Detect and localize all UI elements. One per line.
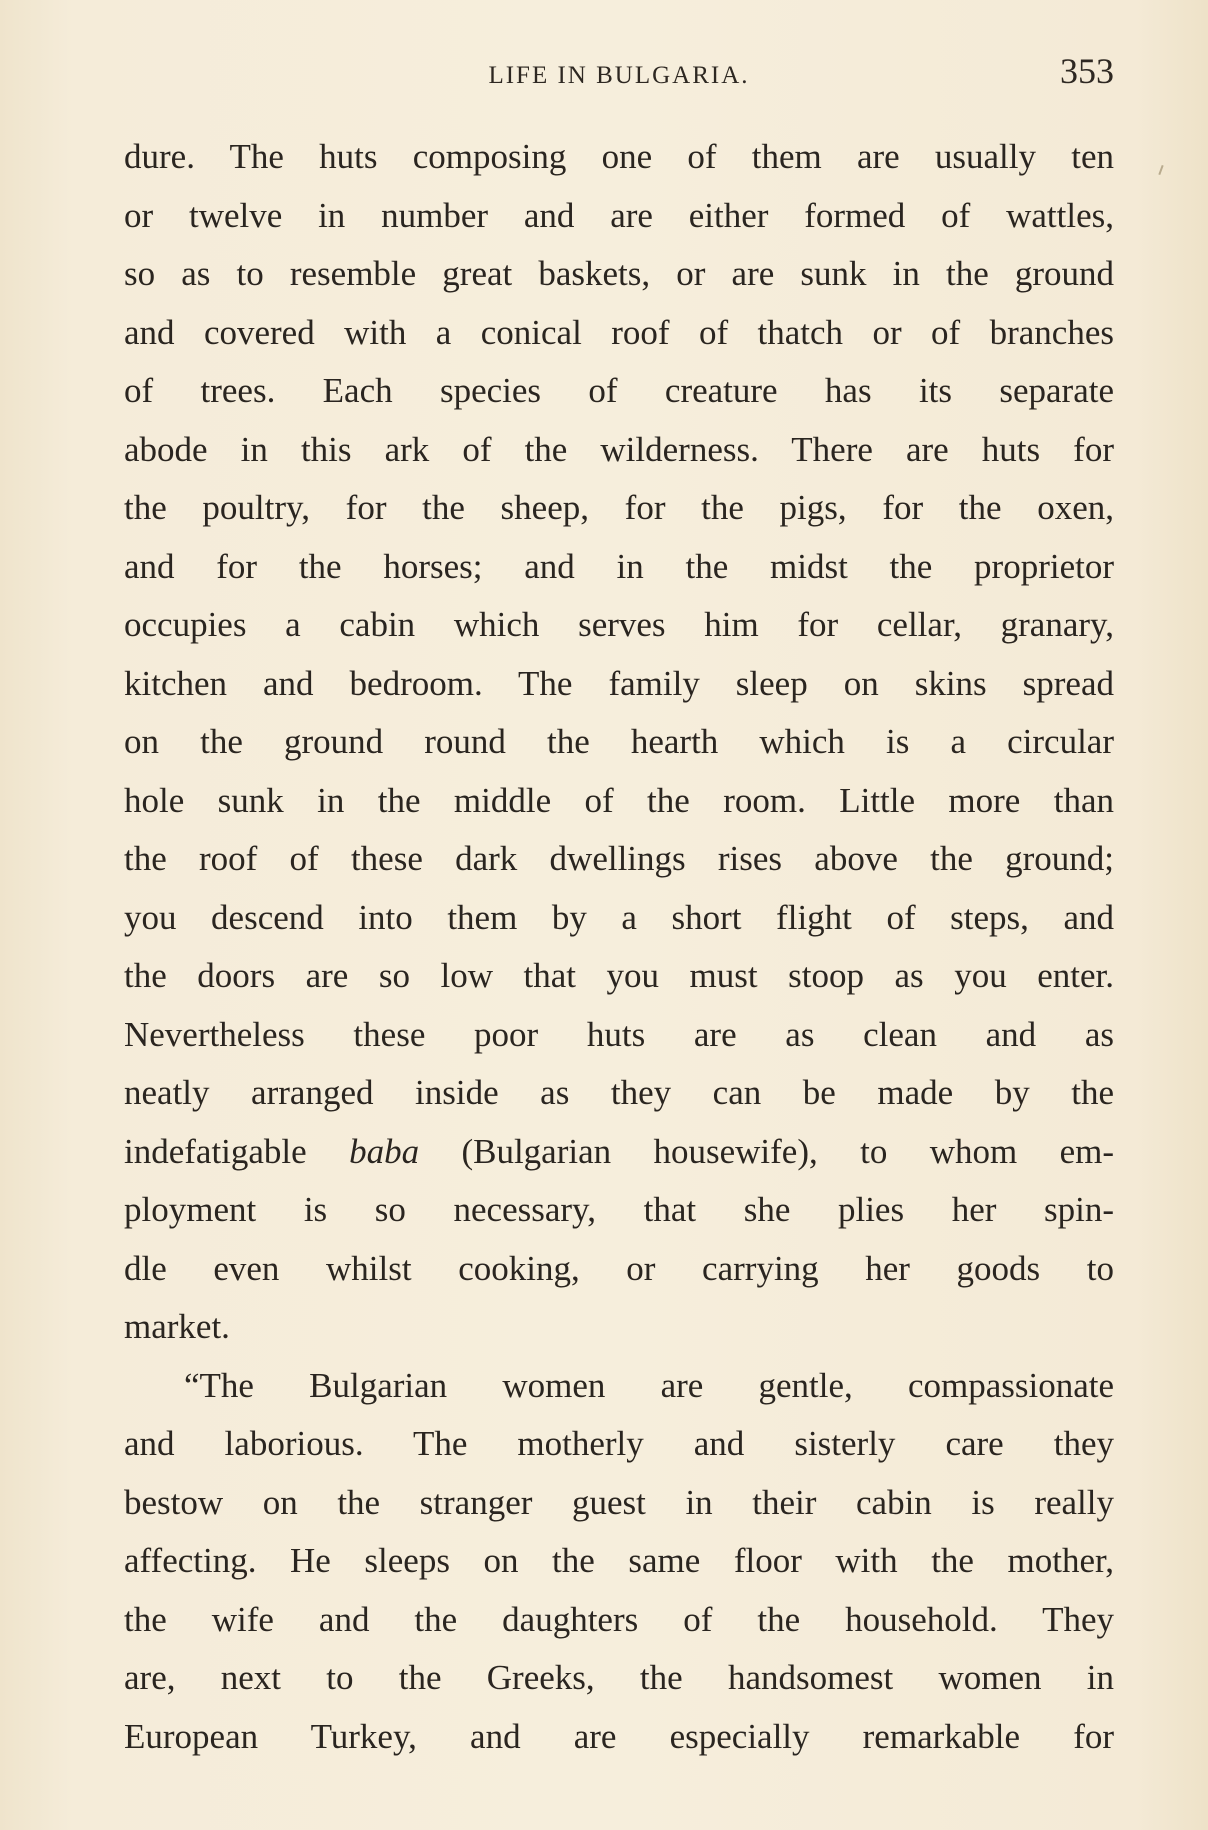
paragraph-last-line: market. [124,1307,230,1346]
text-segment: indefatigable [124,1131,350,1171]
text-line: are, next to the Greeks, the handsomest women in [124,1658,1114,1697]
text-line: occupies a cabin which serves him for cellar, granary, [124,605,1114,644]
text-line: Nevertheless these poor huts are as clean and as [124,1014,1114,1054]
text-line: and for the horses; and in the midst the proprietor [124,546,1114,586]
text-line: neatly arranged inside as they can be made by the [124,1073,1114,1112]
paragraph-first-line: “The Bulgarian women are gentle, compassionate [184,1365,1114,1405]
text-line: abode in this ark of the wilderness. There are huts for [124,429,1114,469]
text-line: European Turkey, and are especially remarkable for [124,1716,1114,1756]
running-head: LIFE IN BULGARIA. [488,62,750,89]
text-line: ployment is so necessary, that she plies her spin- [124,1190,1114,1229]
text-line: of trees. Each species of creature has its separate [124,371,1114,410]
page-number: 353 [1060,51,1114,91]
body-text [124,128,1114,1766]
text-line: the wife and the daughters of the household. They [124,1599,1114,1639]
text-line: kitchen and bedroom. The family sleep on skins spread [124,663,1114,703]
text-line: hole sunk in the middle of the room. Little more than [124,780,1114,820]
text-line: you descend into them by a short flight of steps, and [124,897,1114,937]
text-line: the poultry, for the sheep, for the pigs, for the oxen, [124,488,1114,527]
page-header [124,50,1114,100]
text-line: dure. The huts composing one of them are usually ten [124,137,1114,176]
text-line: and laborious. The motherly and sisterly care they [124,1424,1114,1463]
text-line: dle even whilst cooking, or carrying her goods to [124,1248,1114,1288]
italic-term: baba [349,1131,420,1171]
text-line: on the ground round the hearth which is a circular [124,722,1114,761]
text-line: the roof of these dark dwellings rises above the ground; [124,839,1114,878]
text-line: bestow on the stranger guest in their cabin is really [124,1482,1114,1522]
margin-mark [1158,165,1163,175]
text-line: or twelve in number and are either formed of wattles, [124,195,1114,235]
text-line: so as to resemble great baskets, or are sunk in the ground [124,254,1114,293]
text-line: affecting. He sleeps on the same floor with the mother, [124,1541,1114,1580]
text-line: the doors are so low that you must stoop as you enter. [124,956,1114,995]
text-line: and covered with a conical roof of thatch or of branches [124,312,1114,352]
text-line-with-italic [124,1123,1114,1182]
text-segment: (Bulgarian housewife), to whom em- [419,1131,1115,1171]
